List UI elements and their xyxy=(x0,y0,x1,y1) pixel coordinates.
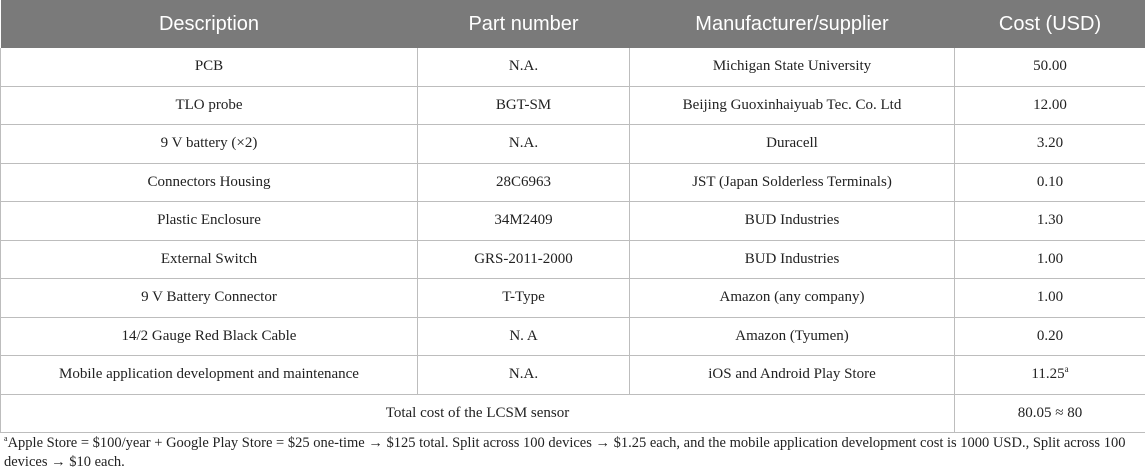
header-description: Description xyxy=(1,0,418,48)
table-row xyxy=(1,48,1145,86)
cell-manufacturer: Amazon (any company) xyxy=(630,279,955,318)
cell-manufacturer: BUD Industries xyxy=(630,202,955,241)
cell-manufacturer: Duracell xyxy=(630,125,955,164)
cell-cost: 1.00 xyxy=(955,240,1145,279)
table-row xyxy=(1,356,1145,395)
cell-part-number: BGT-SM xyxy=(418,86,630,125)
cell-part-number: N.A. xyxy=(418,125,630,164)
header-cost: Cost (USD) xyxy=(955,0,1145,48)
header-part-number: Part number xyxy=(418,0,630,48)
cell-cost: 1.30 xyxy=(955,202,1145,241)
cell-cost: 50.00 xyxy=(955,48,1145,86)
table-row xyxy=(1,163,1145,202)
cell-description: Plastic Enclosure xyxy=(1,202,418,241)
footnote-text: Apple Store = $100/year + Google Play Store = $25 one-time → $125 total. Split across 100 devices → $1.25 each, and the mobile application development cost is 1000 USD., Split across 100 devices → $10 each. xyxy=(4,435,1126,470)
cell-description: TLO probe xyxy=(1,86,418,125)
cell-manufacturer: BUD Industries xyxy=(630,240,955,279)
table-row xyxy=(1,317,1145,356)
cell-manufacturer: Michigan State University xyxy=(630,48,955,86)
cell-cost: 12.00 xyxy=(955,86,1145,125)
cell-manufacturer: Amazon (Tyumen) xyxy=(630,317,955,356)
cost-value: 11.25 xyxy=(1031,366,1065,383)
cell-part-number: N.A. xyxy=(418,48,630,86)
cell-manufacturer: Beijing Guoxinhaiyuab Tec. Co. Ltd xyxy=(630,86,955,125)
cell-description: Connectors Housing xyxy=(1,163,418,202)
cell-cost xyxy=(955,356,1145,395)
cell-part-number: N. A xyxy=(418,317,630,356)
cell-cost: 1.00 xyxy=(955,279,1145,318)
cell-part-number: 34M2409 xyxy=(418,202,630,241)
table-body xyxy=(1,48,1145,433)
cell-description: Mobile application development and maintenance xyxy=(1,356,418,395)
table-row xyxy=(1,240,1145,279)
cell-description: PCB xyxy=(1,48,418,86)
footnote-marker: a xyxy=(1064,364,1069,375)
cell-part-number: N.A. xyxy=(418,356,630,395)
cell-description: 14/2 Gauge Red Black Cable xyxy=(1,317,418,356)
table-row xyxy=(1,86,1145,125)
total-label: Total cost of the LCSM sensor xyxy=(1,394,955,433)
header-row xyxy=(1,0,1145,48)
cell-manufacturer: JST (Japan Solderless Terminals) xyxy=(630,163,955,202)
cell-description: 9 V battery (×2) xyxy=(1,125,418,164)
cell-description: 9 V Battery Connector xyxy=(1,279,418,318)
cell-cost: 3.20 xyxy=(955,125,1145,164)
total-row xyxy=(1,394,1145,433)
table-footnote xyxy=(4,434,1142,472)
cell-part-number: T-Type xyxy=(418,279,630,318)
cell-part-number: GRS-2011-2000 xyxy=(418,240,630,279)
cell-part-number: 28C6963 xyxy=(418,163,630,202)
header-manufacturer: Manufacturer/supplier xyxy=(630,0,955,48)
table-row xyxy=(1,279,1145,318)
cell-cost: 0.10 xyxy=(955,163,1145,202)
total-value: 80.05 ≈ 80 xyxy=(955,394,1145,433)
cell-description: External Switch xyxy=(1,240,418,279)
footnote-mark: a xyxy=(4,434,8,444)
cell-manufacturer: iOS and Android Play Store xyxy=(630,356,955,395)
cell-cost: 0.20 xyxy=(955,317,1145,356)
table-header xyxy=(1,0,1145,48)
table-row xyxy=(1,125,1145,164)
table-row xyxy=(1,202,1145,241)
